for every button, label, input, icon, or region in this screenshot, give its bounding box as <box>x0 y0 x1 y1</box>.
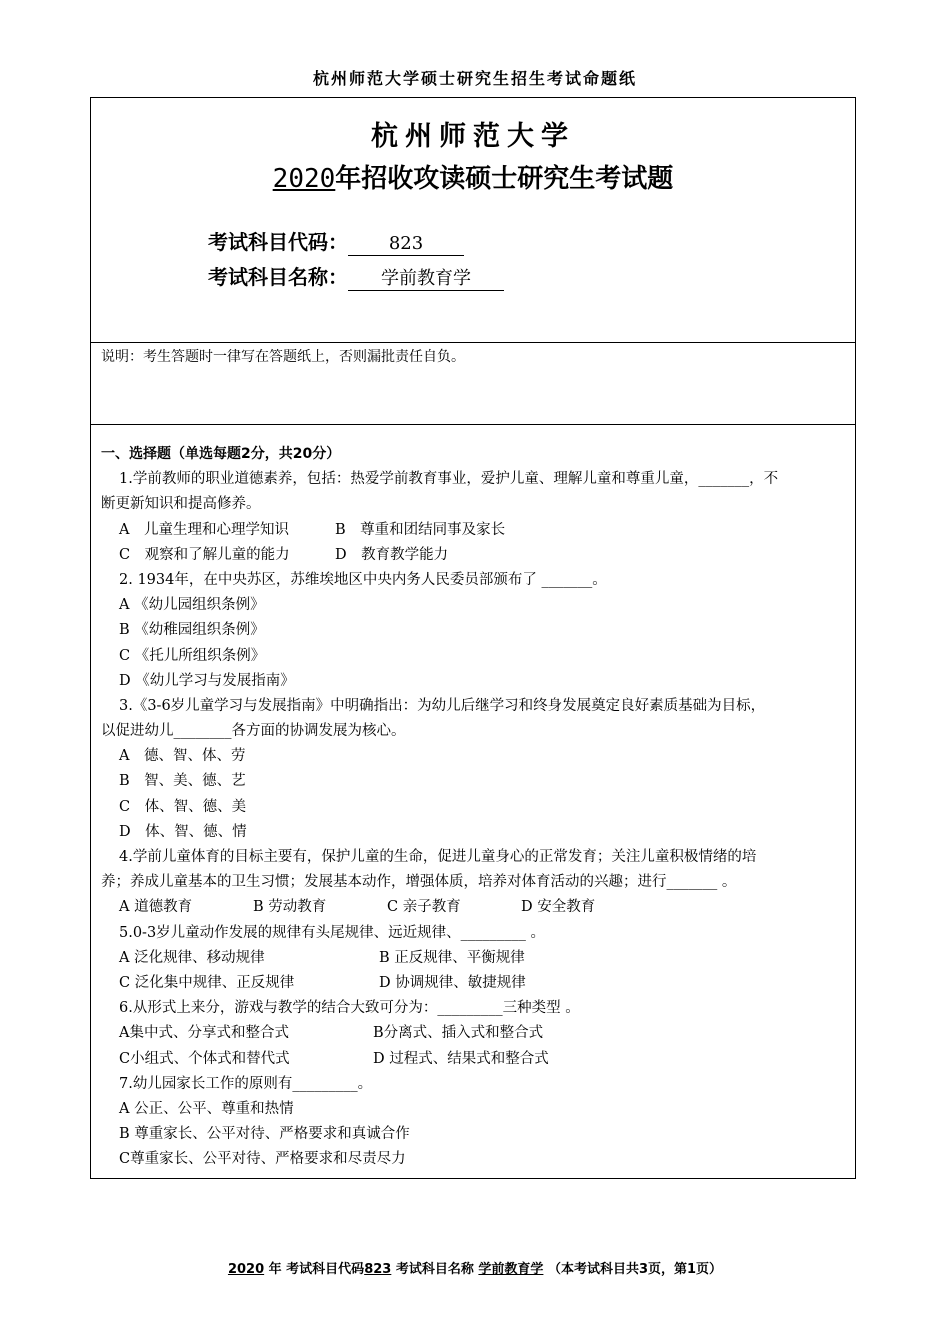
option-a: A 儿童生理和心理学知识 <box>119 521 289 538</box>
subject-name-label: 考试科目名称： <box>208 265 348 289</box>
option-a: A 泛化规律、移动规律 <box>119 949 265 966</box>
option-a: A 道德教育 <box>119 899 193 916</box>
option-d: D 体、智、德、情 <box>119 823 247 840</box>
footer-name-label: 考试科目名称 <box>395 1262 474 1277</box>
page-footer <box>0 1258 950 1277</box>
page-header-title: 杭州师范大学硕士研究生招生考试命题纸 <box>312 69 637 88</box>
option-c: C小组式、个体式和替代式 <box>119 1050 290 1067</box>
exam-frame <box>90 97 856 1179</box>
question-5-options-cd <box>101 971 849 996</box>
option-c: C 观察和了解儿童的能力 <box>119 546 290 563</box>
option-a: A 公正、公平、尊重和热情 <box>119 1100 294 1117</box>
question-4-stem-cont: 养；养成儿童基本的卫生习惯；发展基本动作，增强体质，培养对体育活动的兴趣；进行_______ 。 <box>101 874 737 891</box>
subject-code-label: 考试科目代码： <box>208 230 348 254</box>
question-6-options-cd <box>101 1047 849 1072</box>
option-b: B 劳动教育 <box>253 899 327 916</box>
option-d: D 过程式、结果式和整合式 <box>373 1050 549 1067</box>
option-a: A 《幼儿园组织条例》 <box>119 597 265 614</box>
option-d: D 安全教育 <box>521 899 596 916</box>
option-b: B分离式、插入式和整合式 <box>373 1025 544 1042</box>
question-1-stem-cont: 断更新知识和提高修养。 <box>101 496 261 513</box>
footer-subject-name: 学前教育学 <box>478 1262 544 1277</box>
question-5-stem: 5.0-3岁儿童动作发展的规律有头尾规律、远近规律、_________ 。 <box>119 924 546 941</box>
option-d: D 教育教学能力 <box>335 546 449 563</box>
option-c: C 亲子教育 <box>387 899 461 916</box>
subject-code-value: 823 <box>348 233 464 256</box>
option-b: B 正反规律、平衡规律 <box>379 949 525 966</box>
instructions-section <box>91 343 855 425</box>
option-a: A 德、智、体、劳 <box>119 748 246 765</box>
exam-title-text: 年招收攻读硕士研究生考试题 <box>335 164 674 194</box>
university-name: 杭州师范大学 <box>371 121 575 152</box>
option-b: B 智、美、德、艺 <box>119 773 246 790</box>
footer-code-label: 年 考试科目代码 <box>268 1262 365 1277</box>
option-a: A集中式、分享式和整合式 <box>119 1025 289 1042</box>
title-section <box>91 98 855 343</box>
question-2-stem: 2. 1934年，在中央苏区，苏维埃地区中央内务人民委员部颁布了 _______。 <box>119 571 607 588</box>
subject-name-row <box>208 261 504 291</box>
exam-title <box>91 158 855 195</box>
subject-code-row <box>208 226 464 256</box>
question-5-options-ab <box>101 946 849 971</box>
option-b: B 尊重和团结同事及家长 <box>335 521 506 538</box>
option-c: C 泛化集中规律、正反规律 <box>119 974 295 991</box>
option-b: B 尊重家长、公平对待、严格要求和真诚合作 <box>119 1126 410 1143</box>
question-6-options-ab <box>101 1021 849 1046</box>
question-1-options-ab <box>101 518 849 543</box>
question-1-stem: 1.学前教师的职业道德素养，包括：热爱学前教育事业，爱护儿童、理解儿童和尊重儿童，_______，不 <box>119 471 779 488</box>
footer-page-info: （本考试科目共3页，第1页） <box>547 1262 723 1277</box>
exam-year: 2020 <box>272 164 336 194</box>
question-7-stem: 7.幼儿园家长工作的原则有_________。 <box>119 1075 373 1092</box>
option-b: B 《幼稚园组织条例》 <box>119 622 265 639</box>
footer-year: 2020 <box>227 1262 265 1277</box>
question-3-stem: 3.《3-6岁儿童学习与发展指南》中明确指出：为幼儿后继学习和终身发展奠定良好素质基础为目标， <box>119 697 766 714</box>
subject-name-value: 学前教育学 <box>348 268 504 291</box>
option-c: C 体、智、德、美 <box>119 798 247 815</box>
option-d: D 《幼儿学习与发展指南》 <box>119 672 295 689</box>
question-3-stem-cont: 以促进幼儿________各方面的协调发展为核心。 <box>101 723 406 740</box>
question-4-options <box>101 895 849 920</box>
option-c: C 《托儿所组织条例》 <box>119 647 266 664</box>
questions-content <box>101 442 849 1172</box>
instructions-note: 说明：考生答题时一律写在答题纸上，否则漏批责任自负。 <box>101 349 465 365</box>
section-heading: 一、选择题（单选每题2分，共20分） <box>101 446 341 462</box>
question-4-stem: 4.学前儿童体育的目标主要有，保护儿童的生命，促进儿童身心的正常发育；关注儿童积极情绪的培 <box>119 849 757 865</box>
question-6-stem: 6.从形式上来分，游戏与教学的结合大致可分为：_________三种类型 。 <box>119 1000 580 1017</box>
footer-code: 823 <box>364 1262 392 1277</box>
option-d: D 协调规律、敏捷规律 <box>379 974 526 991</box>
option-c: C尊重家长、公平对待、严格要求和尽责尽力 <box>119 1151 406 1168</box>
question-1-options-cd <box>101 543 849 568</box>
